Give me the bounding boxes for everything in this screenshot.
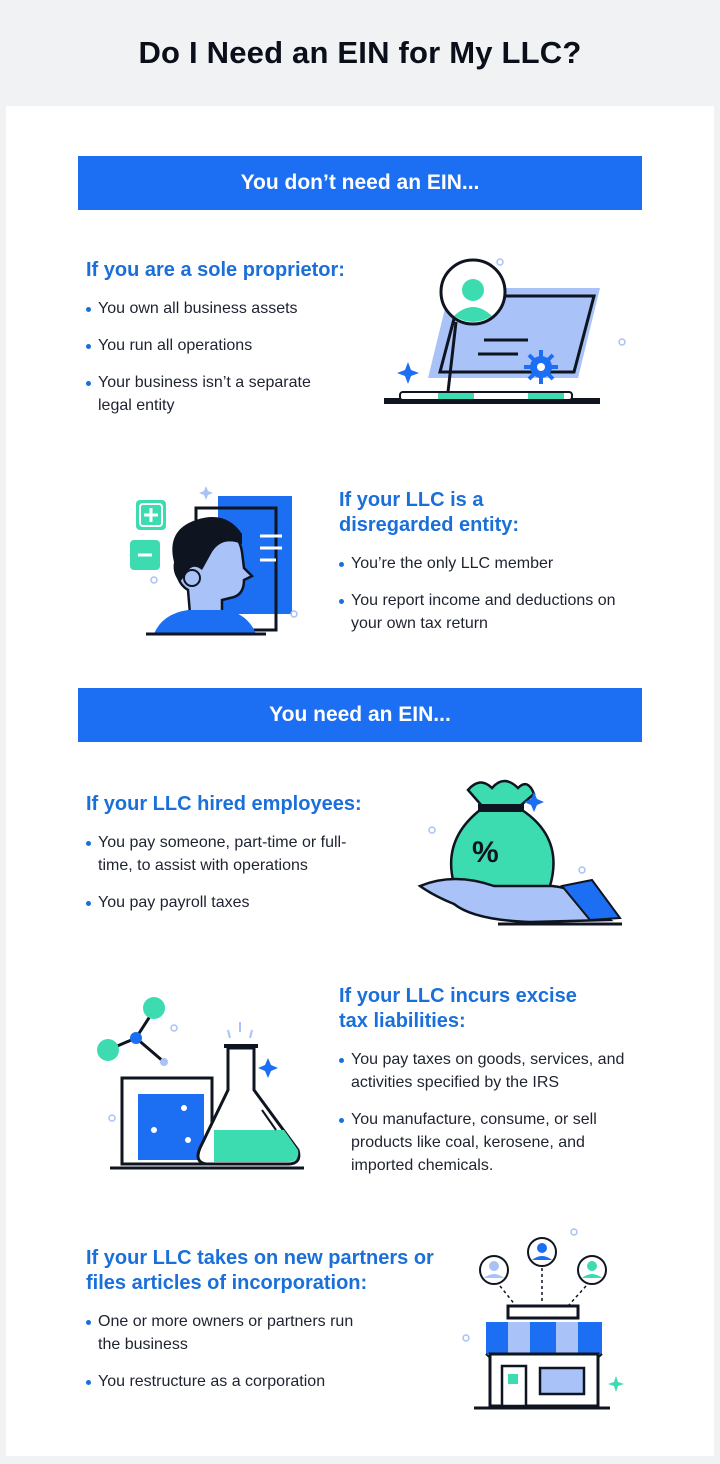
list-item: You run all operations — [86, 334, 396, 357]
bullet-list — [339, 1048, 639, 1177]
list-item: You report income and deductions on your own tax return — [339, 589, 636, 635]
section-new-partners — [86, 1246, 456, 1407]
section-heading: If your LLC hired employees: — [86, 793, 362, 815]
list-item: One or more owners or partners run the business — [86, 1310, 368, 1356]
page-header — [0, 0, 720, 106]
section-hired-employees — [86, 792, 386, 928]
laptop-profile-icon — [378, 250, 638, 420]
section-heading: If your LLC incurs excise tax liabilities: — [339, 985, 577, 1032]
section-heading: If your LLC takes on new partners or files articles of incorporation: — [86, 1247, 434, 1294]
section-excise-tax — [339, 984, 639, 1191]
percent-symbol: % — [472, 836, 499, 869]
section-heading: If your LLC is a disregarded entity: — [339, 489, 520, 536]
bullet-list — [86, 831, 386, 914]
person-document-icon — [126, 478, 316, 638]
list-item: You pay taxes on goods, services, and activities specified by the IRS — [339, 1048, 636, 1094]
list-item: You restructure as a corporation — [86, 1370, 456, 1393]
list-item: You pay payroll taxes — [86, 891, 386, 914]
storefront-partners-icon — [460, 1226, 636, 1416]
page-title: Do I Need an EIN for My LLC? — [138, 35, 582, 70]
money-bag-hand-icon — [414, 768, 634, 934]
section-heading: If you are a sole proprietor: — [86, 259, 345, 281]
list-item: You manufacture, consume, or sell products like coal, kerosene, and imported chemicals. — [339, 1108, 636, 1177]
list-item: Your business isn’t a separate legal entity — [86, 371, 348, 417]
section-sole-proprietor — [86, 258, 396, 431]
banner-no-ein: You don’t need an EIN... — [78, 156, 642, 210]
banner-need-ein: You need an EIN... — [78, 688, 642, 742]
bullet-list — [339, 552, 639, 635]
list-item: You pay someone, part-time or full-time, to assist with operations — [86, 831, 378, 877]
lab-beaker-icon — [94, 990, 314, 1174]
bullet-list — [86, 1310, 456, 1393]
bullet-list — [86, 297, 396, 417]
section-disregarded-entity — [339, 488, 639, 649]
list-item: You’re the only LLC member — [339, 552, 639, 575]
list-item: You own all business assets — [86, 297, 396, 320]
